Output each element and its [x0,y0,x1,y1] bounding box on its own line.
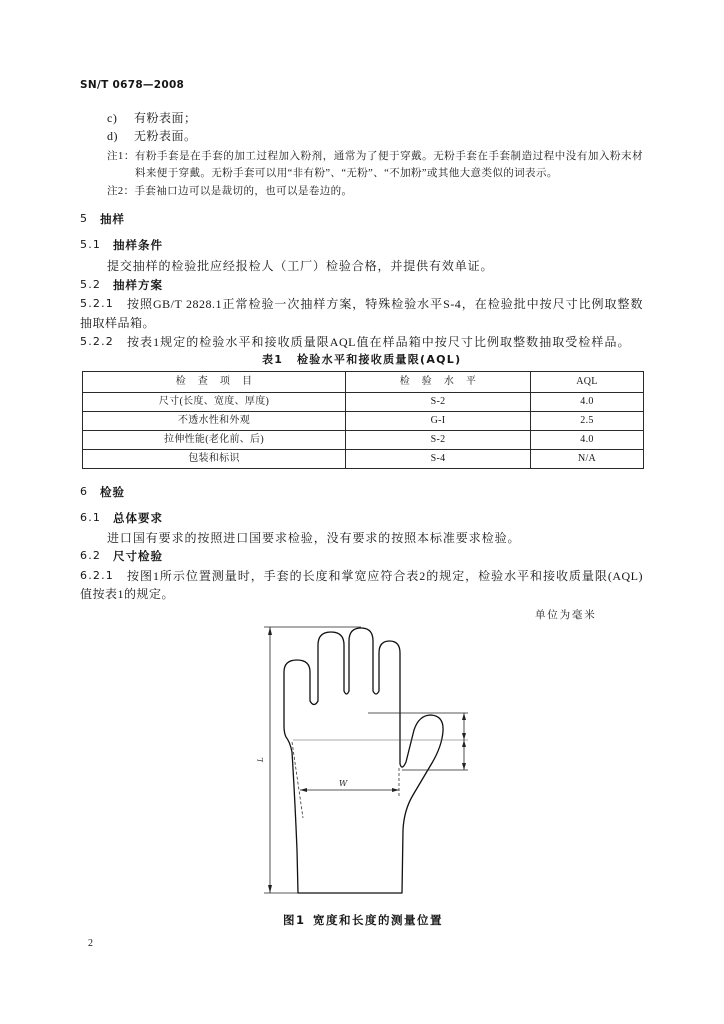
section-number: 5 [80,212,89,225]
section-number: 5.1 [80,238,102,251]
paragraph: 提交抽样的检验批应经报检人（工厂）检验合格，并提供有效单证。 [107,259,493,273]
clause-number: 6.2.1 [80,569,114,582]
table-row [83,431,644,450]
arrowhead [268,885,272,893]
arrowhead [300,788,307,792]
document-code: SN/T 0678—2008 [80,79,185,91]
paragraph-line: 按图1所示位置测量时，手套的长度和掌宽应符合表2的规定，检验水平和接收质量限(AQL) [127,569,643,583]
cell-aql: 4.0 [531,393,644,412]
paragraph-line: 按表1规定的检验水平和接收质量限AQL值在样品箱中按尺寸比例取整数抽取受检样品。 [127,335,630,349]
section-title: 抽样条件 [113,238,163,252]
clause-number: 5.2.1 [80,297,114,310]
paragraph-line: 按照GB/T 2828.1正常检验一次抽样方案，特殊检验水平S-4，在检验批中按尺寸比例取整数 [127,297,643,311]
note-label: 注1： [107,151,135,162]
table-row [83,393,644,412]
note-text: 手套袖口边可以是裁切的，也可以是卷边的。 [134,186,353,197]
note-label: 注2： [107,186,135,197]
paragraph-line: 抽取样品箱。 [80,316,156,330]
figure-caption-label: 图1 [283,913,306,927]
cell-item: 拉伸性能(老化前、后) [83,431,346,450]
arrowhead [462,763,466,770]
note-1-line-2: 料来便于穿戴。无粉手套可以用“非有粉”、“无粉”、“不加粉”或其他大意类似的词表示。 [135,168,558,179]
cell-level: S-2 [346,431,531,450]
table-caption-label: 表1 [262,353,284,366]
list-item-marker: c) [107,111,118,125]
cell-level: G-I [346,412,531,431]
arrowhead [462,713,466,720]
clause-number: 5.2.2 [80,335,114,348]
note-1-line-1 [107,149,643,165]
cell-aql: 4.0 [531,431,644,450]
inspection-level-table [82,371,644,469]
cell-item: 不透水性和外观 [83,412,346,431]
list-item-marker: d) [107,129,118,143]
width-label: W [339,779,348,788]
arrowhead [462,740,466,747]
figure-caption-title: 宽度和长度的测量位置 [313,913,443,927]
cell-aql: 2.5 [531,412,644,431]
note-text: 有粉手套是在手套的加工过程加入粉剂，通常为了便于穿戴。无粉手套在手套制造过程中没有加入粉末材 [134,151,643,162]
page-number: 2 [88,938,93,949]
paragraph: 进口国有要求的按照进口国要求检验，没有要求的按照本标准要求检验。 [107,531,520,545]
cell-aql: N/A [531,450,644,469]
table-row [83,412,644,431]
column-header-item: 检 查 项 目 [83,372,346,393]
note-2 [107,184,352,200]
section-number: 6 [80,485,89,498]
section-number: 5.2 [80,278,102,291]
section-title: 抽样方案 [113,278,163,292]
list-item-text: 有粉表面； [134,111,197,125]
column-header-aql: AQL [531,372,644,393]
cell-item: 包装和标识 [83,450,346,469]
section-number: 6.1 [80,511,102,524]
section-title: 总体要求 [113,511,163,525]
cell-level: S-4 [346,450,531,469]
list-item-text: 无粉表面。 [134,129,197,143]
glove-measurement-figure [250,612,480,904]
glove-outline [284,628,443,893]
paragraph-line: 值按表1的规定。 [80,587,175,601]
cell-level: S-2 [346,393,531,412]
table-caption-title: 检验水平和接收质量限(AQL) [297,353,462,366]
table-header-row [83,372,644,393]
table-row [83,450,644,469]
section-number: 6.2 [80,549,102,562]
section-title: 抽样 [100,212,125,226]
arrowhead [462,733,466,740]
section-title: 检验 [100,485,125,499]
length-label: L [257,757,265,762]
column-header-level: 检 验 水 平 [346,372,531,393]
arrowhead [392,788,399,792]
section-title: 尺寸检验 [113,549,163,563]
cell-item: 尺寸(长度、宽度、厚度) [83,393,346,412]
arrowhead [268,627,272,635]
unit-note: 单位为毫米 [535,610,597,621]
